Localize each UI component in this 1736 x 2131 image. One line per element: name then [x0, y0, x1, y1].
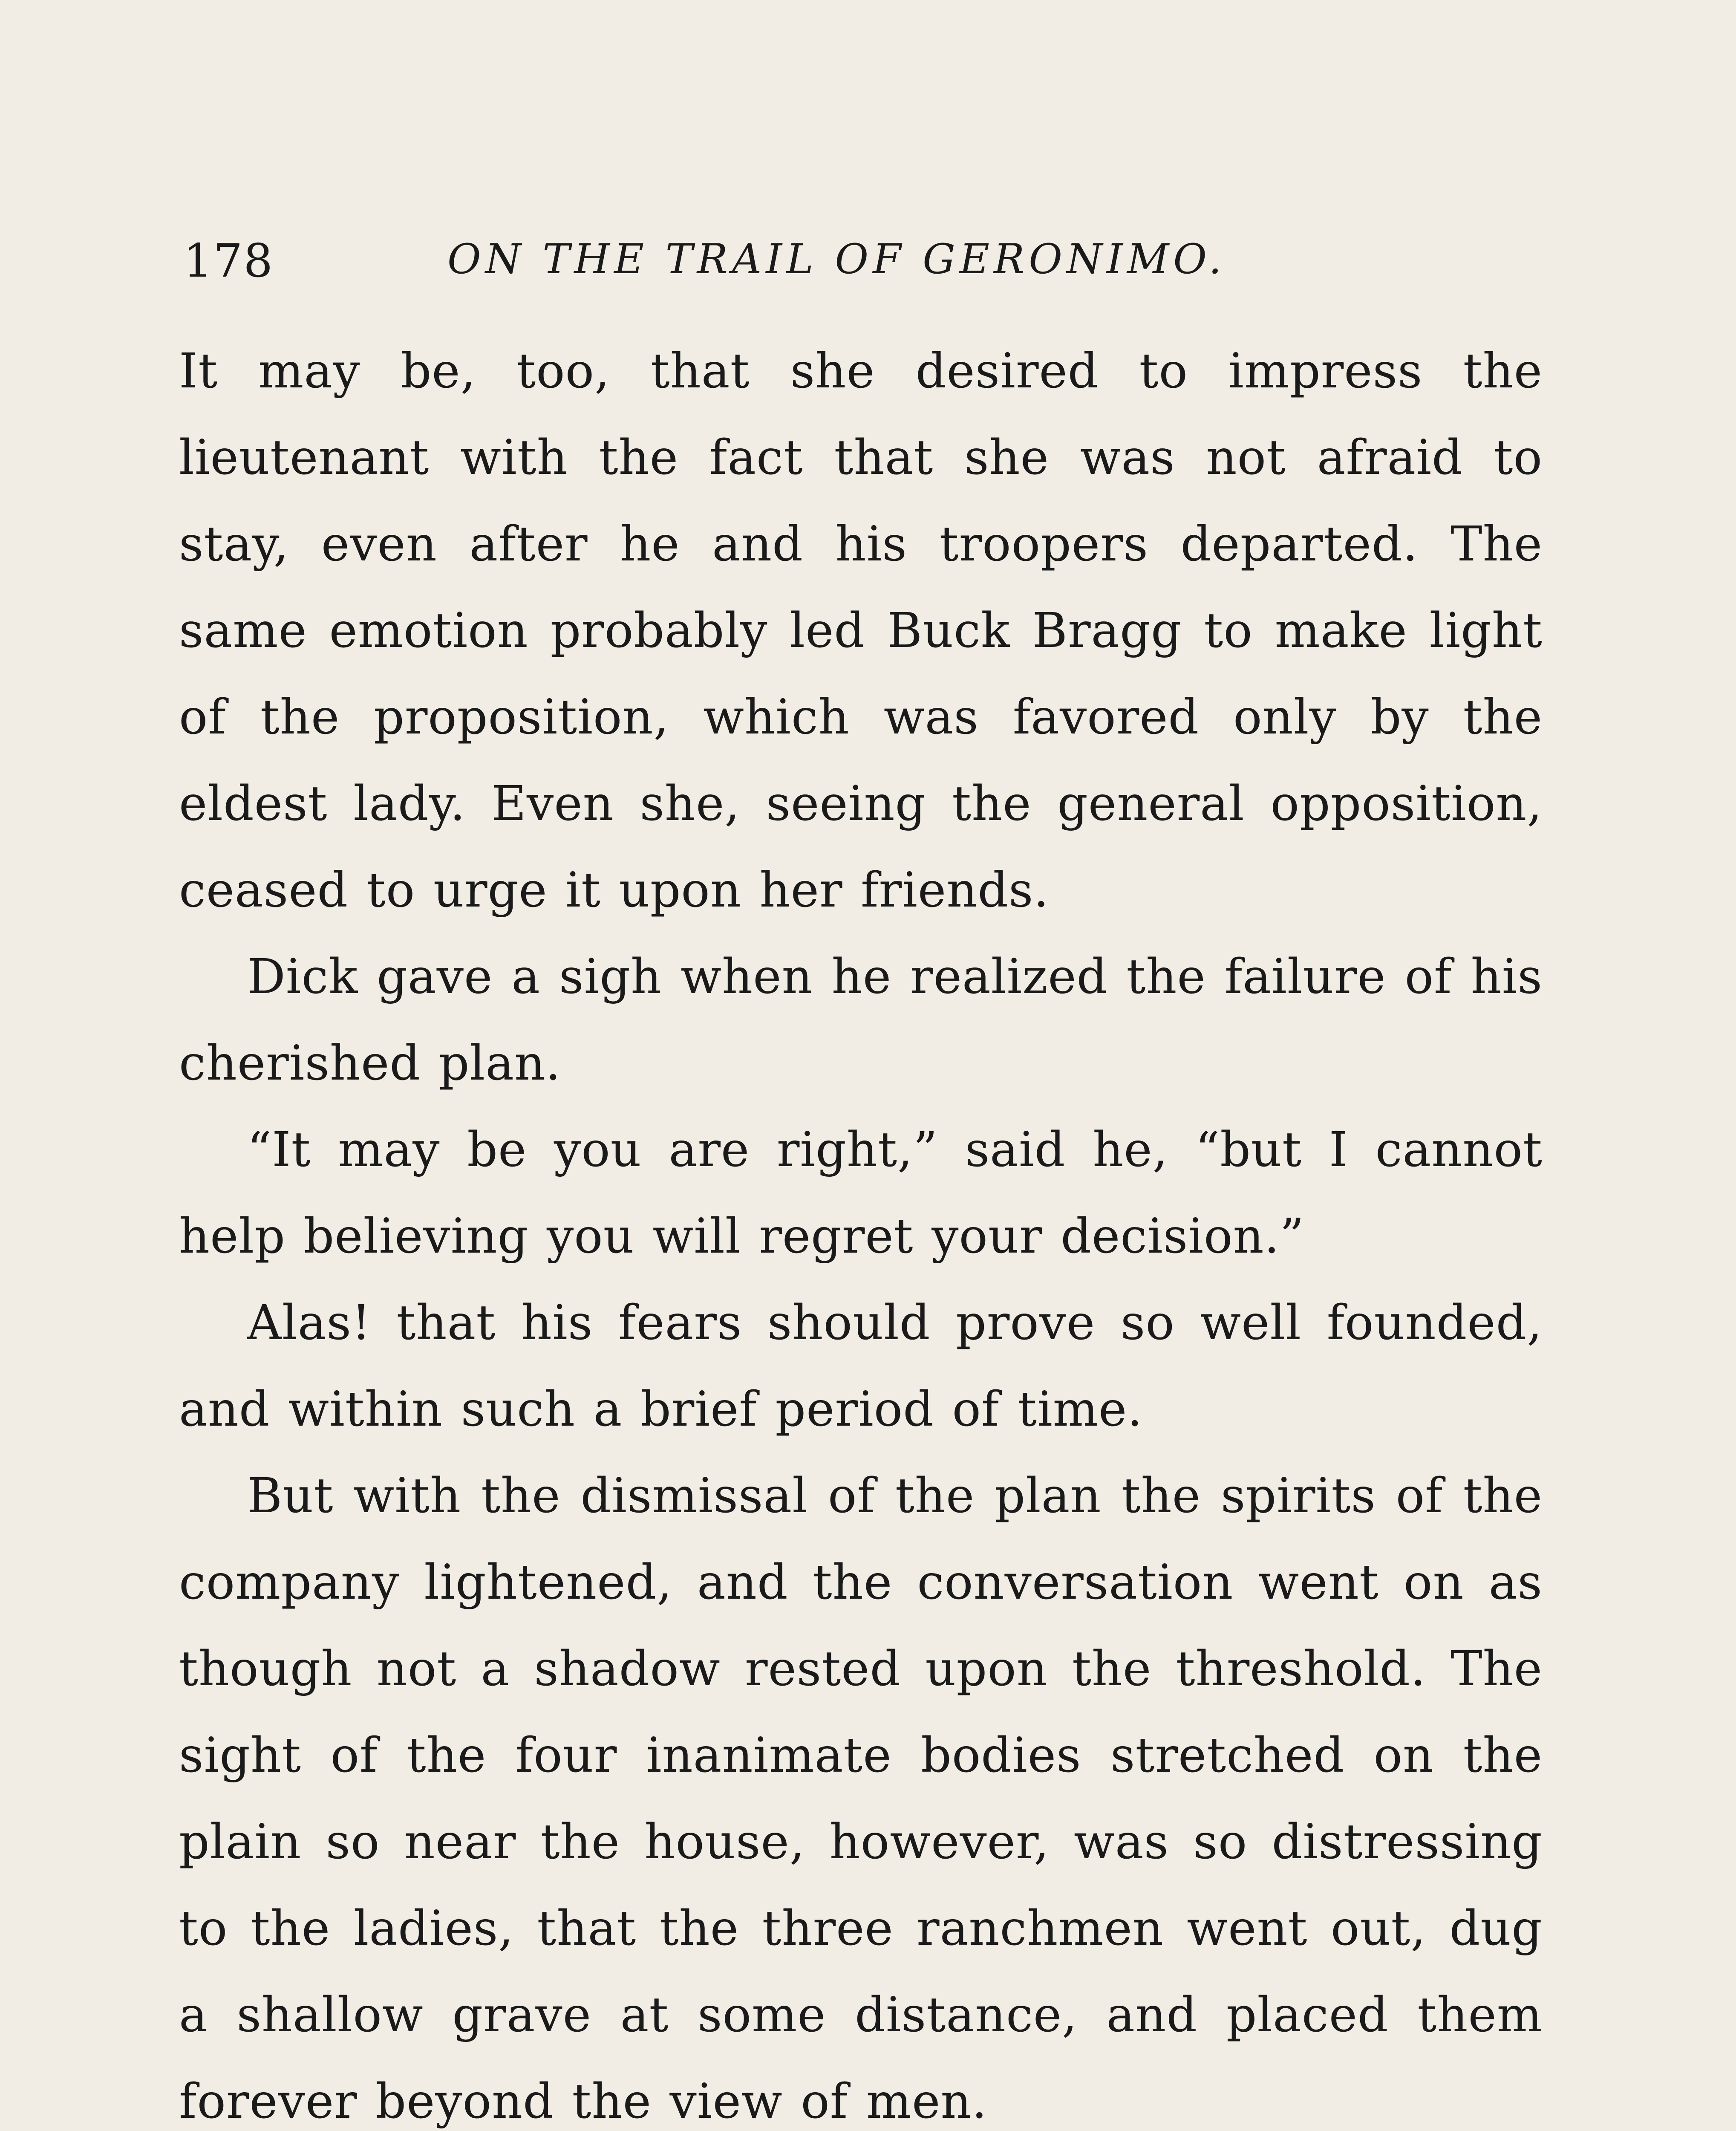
paragraph: Dick gave a sigh when he realized the failure of his cherished plan. [179, 949, 1543, 1091]
running-title: ON THE TRAIL OF GERONIMO. [447, 235, 1226, 283]
paragraph: Alas! that his fears should prove so well founded, and within such a brief period of time. [179, 1295, 1543, 1437]
paragraph: But with the dismissal of the plan the spirits of the company lightened, and the conversation went on as though not a shadow rested upon the threshold. The sight of the four inanimate bodies stretched on the plain so near the house, however, was so distressing to the ladies, that the three ranchmen went out, dug a shallow grave at some distance, and placed them forever beyond the view of men. [179, 1468, 1543, 2129]
paragraph: It may be, too, that she desired to impress the lieutenant with the fact that she was not afraid to stay, even after he and his troopers departed. The same emotion probably led Buck Bragg to make light of the proposition, which was favored only by the eldest lady. Even she, seeing the general opposition, ceased to urge it upon her friends. [179, 344, 1543, 918]
page-header [183, 230, 1538, 294]
page-number: 178 [183, 234, 274, 288]
body-text [179, 328, 1543, 2131]
paragraph: “It may be you are right,” said he, “but I cannot help believing you will regret your decision.” [179, 1122, 1543, 1264]
